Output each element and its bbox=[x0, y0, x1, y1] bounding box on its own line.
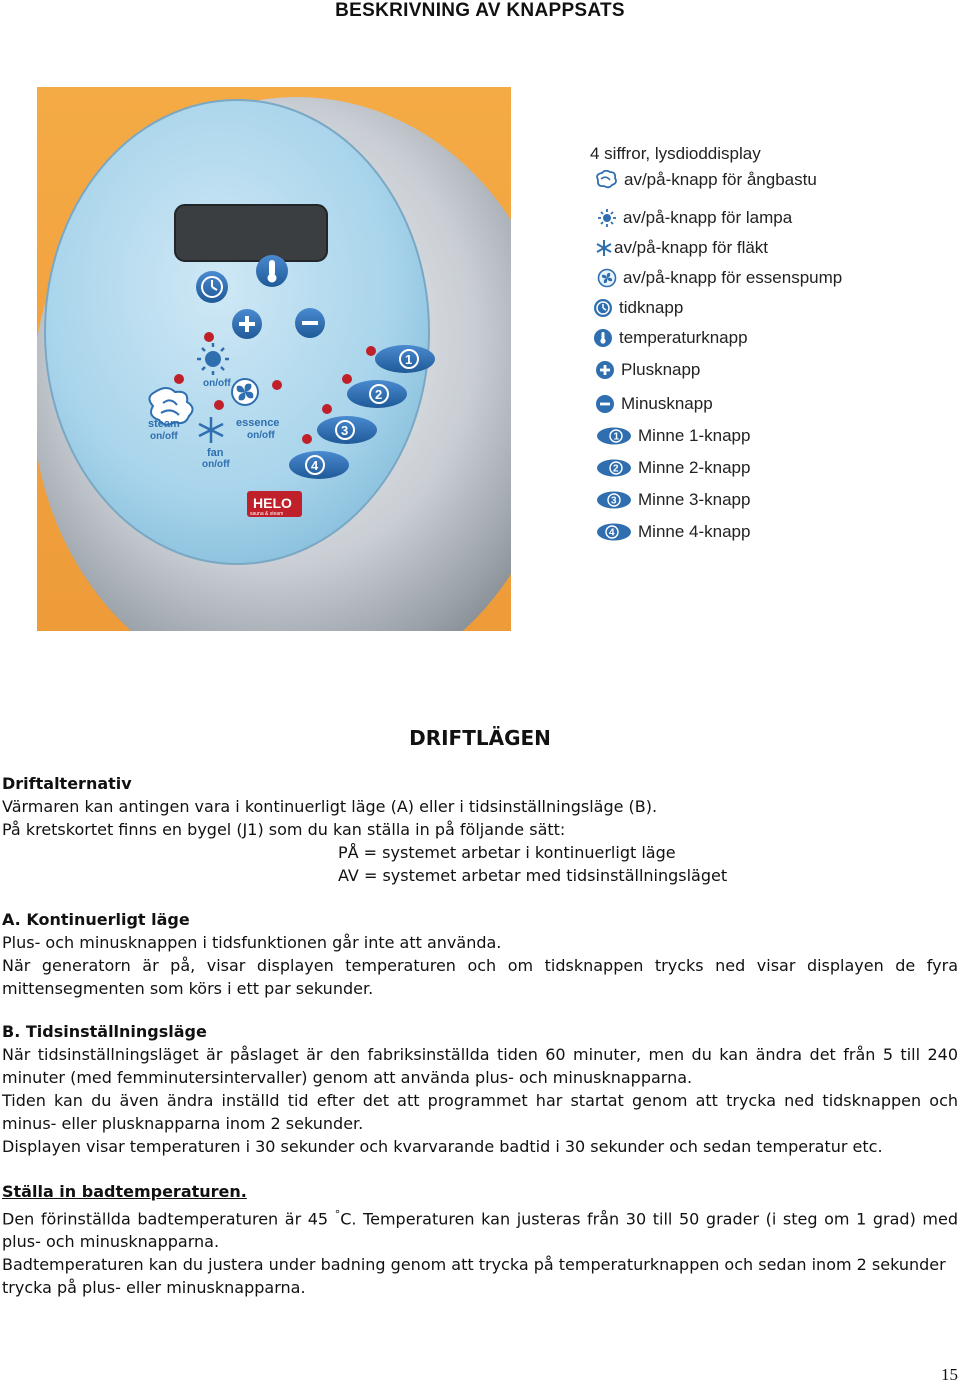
legend-memory-2: 2 Minne 2-knapp bbox=[596, 458, 750, 478]
helo-logo bbox=[247, 491, 302, 517]
legend-memory-3: 3 Minne 3-knapp bbox=[596, 490, 750, 510]
drift-line-2: På kretskortet finns en bygel (J1) som du kan ställa in på följande sätt: bbox=[2, 820, 566, 839]
section-a bbox=[2, 908, 958, 1000]
drift-heading: Driftalternativ bbox=[2, 774, 132, 793]
fan-onoff-label: on/off bbox=[202, 459, 230, 470]
svg-text:1: 1 bbox=[405, 352, 413, 367]
svg-text:3: 3 bbox=[341, 423, 349, 438]
memory-button-4 bbox=[289, 451, 349, 479]
plus-icon bbox=[595, 360, 615, 380]
essence-label: essence bbox=[236, 417, 280, 429]
fan-icon bbox=[596, 239, 612, 257]
memory-1-icon bbox=[596, 426, 632, 446]
memory-button-2 bbox=[347, 380, 407, 408]
legend-lamp: av/på-knapp för lampa bbox=[597, 208, 792, 228]
led-display bbox=[175, 205, 327, 261]
svg-text:2: 2 bbox=[375, 387, 383, 402]
onoff-top-label: on/off bbox=[203, 378, 231, 389]
legend-display: 4 siffror, lysdioddisplay bbox=[590, 144, 761, 163]
bath-heading: Ställa in badtemperaturen. bbox=[2, 1182, 247, 1201]
lamp-icon bbox=[597, 208, 617, 228]
legend-thermometer: temperaturknapp bbox=[593, 328, 748, 348]
legend-memory-1: 1 Minne 1-knapp bbox=[596, 426, 750, 446]
memory-4-icon bbox=[596, 522, 632, 542]
fan-label: fan bbox=[207, 447, 224, 459]
degree-sign: ° bbox=[334, 1208, 341, 1221]
led-mem2 bbox=[342, 374, 352, 384]
bath-p2: Badtemperaturen kan du justera under badning genom att trycka på temperaturknappen och sedan inom 2 sekunder trycka på plus- eller minusknapparna. bbox=[2, 1255, 946, 1298]
led-steam bbox=[174, 374, 184, 384]
led-mem4 bbox=[302, 434, 312, 444]
svg-text:2: 2 bbox=[613, 463, 619, 475]
section-heading: DRIFTLÄGEN bbox=[409, 726, 551, 750]
led-fan bbox=[214, 400, 224, 410]
svg-text:HELO: HELO bbox=[253, 495, 292, 511]
section-b-p2: Tiden kan du även ändra inställd tid efter det att programmet har startat genom att trycka ned tidsknappen och minus- eller plusknapparna inom 2 sekunder. bbox=[2, 1091, 958, 1133]
section-a-p1: Plus- och minusknappen i tidsfunktionen går inte att använda. bbox=[2, 933, 502, 952]
section-b bbox=[2, 1020, 958, 1158]
memory-2-icon bbox=[596, 458, 632, 478]
legend-clock: tidknapp bbox=[593, 298, 683, 318]
legend-steam: av/på-knapp för ångbastu bbox=[594, 170, 817, 190]
steam-onoff-label: on/off bbox=[150, 431, 178, 442]
bath-p1: Den förinställda badtemperaturen är 45 °C. Temperaturen kan justeras från 30 till 50 grader (i steg om 1 grad) med plus- och minusknapparna. bbox=[2, 1208, 958, 1252]
section-b-p3: Displayen visar temperaturen i 30 sekunder och kvarvarande badtid i 30 sekunder och sedan temperatur etc. bbox=[2, 1137, 883, 1156]
essence-icon bbox=[597, 268, 617, 288]
drift-section bbox=[2, 772, 958, 887]
memory-button-3 bbox=[317, 416, 377, 444]
led-essence bbox=[272, 380, 282, 390]
steam-label: steam bbox=[148, 418, 180, 430]
drift-line-1: Värmaren kan antingen vara i kontinuerligt läge (A) eller i tidsinställningsläge (B). bbox=[2, 797, 658, 816]
memory-3-icon bbox=[596, 490, 632, 510]
svg-text:1: 1 bbox=[613, 431, 620, 443]
led-mem3 bbox=[322, 404, 332, 414]
legend-plus: Plusknapp bbox=[595, 360, 700, 380]
svg-text:3: 3 bbox=[611, 495, 617, 507]
legend-memory-4: 4 Minne 4-knapp bbox=[596, 522, 750, 542]
drift-line-3: PÅ = systemet arbetar i kontinuerligt läge bbox=[338, 843, 676, 862]
thermometer-icon bbox=[593, 328, 613, 348]
section-b-p1: När tidsinställningsläget är påslaget är den fabriksinställda tiden 60 minuter, men du kan ändra det från 5 till 240 minuter (med femminutersintervaller) genom att använda plus- och minusknapparna. bbox=[2, 1045, 958, 1087]
steam-icon bbox=[594, 170, 618, 190]
keypad-illustration bbox=[37, 87, 511, 631]
page-number: 15 bbox=[941, 1365, 958, 1384]
keypad-photo bbox=[37, 87, 511, 631]
svg-text:4: 4 bbox=[311, 458, 319, 473]
clock-icon bbox=[593, 298, 613, 318]
legend-essence: av/på-knapp för essenspump bbox=[597, 268, 842, 288]
section-a-heading: A. Kontinuerligt läge bbox=[2, 910, 190, 929]
legend-fan: av/på-knapp för fläkt bbox=[596, 238, 768, 258]
thermometer-button bbox=[256, 255, 288, 287]
section-a-p2: När generatorn är på, visar displayen temperaturen och om tidsknappen trycks ned visar displayen de fyra mittensegmenten som körs i ett par sekunder. bbox=[2, 956, 958, 998]
bath-section bbox=[2, 1180, 958, 1299]
led-mem1 bbox=[366, 346, 376, 356]
section-b-heading: B. Tidsinställningsläge bbox=[2, 1022, 207, 1041]
essence-symbol bbox=[232, 379, 258, 405]
clock-button bbox=[196, 271, 228, 303]
plus-button bbox=[232, 309, 262, 339]
drift-line-4: AV = systemet arbetar med tidsinställningsläget bbox=[338, 866, 728, 885]
page-title: BESKRIVNING AV KNAPPSATS bbox=[335, 0, 625, 21]
svg-text:sauna & steam: sauna & steam bbox=[250, 511, 284, 517]
legend-minus: Minusknapp bbox=[595, 394, 713, 414]
minus-button bbox=[295, 308, 325, 338]
essence-onoff-label: on/off bbox=[247, 430, 275, 441]
svg-text:4: 4 bbox=[609, 527, 615, 539]
minus-icon bbox=[595, 394, 615, 414]
led-lamp bbox=[204, 332, 214, 342]
memory-button-1 bbox=[375, 345, 435, 373]
